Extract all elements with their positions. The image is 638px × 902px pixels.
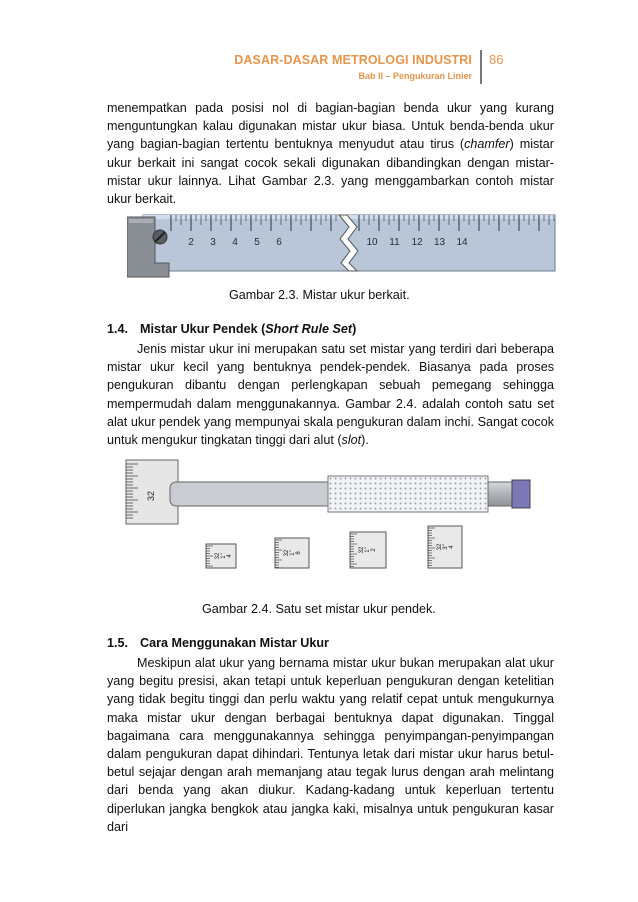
- scale-label: 3: [210, 237, 216, 248]
- section-2-heading: [107, 636, 329, 650]
- section-1-heading: [107, 322, 356, 336]
- short-rule-piece: [350, 532, 386, 568]
- section-1-title-italic: Short Rule Set: [265, 322, 353, 336]
- handle-end-cap: [512, 480, 530, 508]
- paragraph-1: [107, 99, 554, 208]
- paragraph-1-text: menempatkan pada posisi nol di bagian-bagian benda ukur yang kurang menguntungkan kalau digunakan mistar ukur biasa. Untuk benda-benda ukur yang bagian-bagian tertentu bentuknya menyudut atau tirus (: [107, 101, 554, 152]
- holder-shaft: [170, 482, 335, 506]
- section-1-title-after: ): [352, 322, 357, 336]
- scale-label: 14: [456, 237, 468, 248]
- piece-label: 4: [449, 545, 455, 549]
- figure-2-caption: Gambar 2.4. Satu set mistar ukur pendek.: [202, 602, 436, 616]
- page-number: 86: [489, 52, 504, 67]
- short-rule-piece: [428, 526, 462, 568]
- holder-label: 32: [146, 490, 156, 502]
- section-1-text: Jenis mistar ukur ini merupakan satu set mistar yang terdiri dari beberapa mistar ukur kecil yang bentuknya pendek-pendek. Biasanya pada proses pengukuran dibantu dengan perlengkapan sebuah pemegang sehingga mempermudah dalam menggunakannya. Gambar 2.4. adalah contoh satu set alat ukur pendek yang mempunyai skala pengukuran dalam inchi. Sangat cocok untuk mengukur tingkatan tinggi dari alut (: [107, 342, 554, 448]
- piece-label: 1": [290, 550, 296, 556]
- piece-label: 8: [296, 551, 302, 555]
- piece-label: 32: [215, 552, 221, 560]
- piece-label: 32: [359, 546, 365, 554]
- hook-rule-figure: [127, 207, 557, 279]
- section-2-body: [107, 654, 554, 836]
- header-subtitle: Bab II – Pengukuran Linier: [358, 71, 472, 81]
- scale-label: 2: [188, 237, 194, 248]
- short-rule-set-figure: [118, 456, 538, 596]
- piece-label: 3": [443, 544, 449, 550]
- scale-label: 6: [276, 237, 282, 248]
- section-2-number: 1.5.: [107, 636, 129, 650]
- section-1-number: 1.4.: [107, 322, 129, 336]
- piece-label: 32: [437, 543, 443, 551]
- section-1-text-after: ).: [361, 433, 369, 448]
- piece-label: 32: [284, 549, 290, 557]
- piece-label: 1": [365, 547, 371, 553]
- paragraph-1-italic: chamfer: [464, 137, 510, 152]
- paragraph-1-text-after: ) mistar ukur berkait ini sangat cocok sekali digunakan dibandingkan dengan mistar-mistar ukur lainnya. Lihat Gambar 2.3. yang menggambarkan contoh mistar ukur berkait.: [107, 137, 554, 207]
- section-2-text: Meskipun alat ukur yang bernama mistar ukur bukan merupakan alat ukur yang begitu presisi, akan tetapi untuk keperluan pengukuran dengan ketelitian yang tidak begitu tinggi dan perlu waktu yang relatif cepat untuk mengukurnya maka mistar ukur dengan berbagai bentuknya dapat digunakan. Tinggal bagaimana cara menggunakannya sehingga penyimpangan-penyimpangan dalam pengukuran dapat dihindari. Tentunya letak dari mistar ukur harus betul-betul sejajar dengan arah memanjang atau tegak lurus dengan arah melintang dari benda yang akan diukur. Kadang-kadang untuk keperluan tertentu diperlukan jangka bengkok atau jangka kaki, misalnya untuk pengukuran kasar dari: [107, 656, 554, 834]
- section-1-body: [107, 340, 554, 449]
- scale-label: 11: [389, 237, 400, 248]
- section-1-title: Mistar Ukur Pendek (: [140, 322, 266, 336]
- short-rule-pieces: [206, 526, 462, 568]
- scale-label: 13: [433, 237, 446, 248]
- scale-label: 10: [366, 237, 378, 248]
- header-divider: [480, 50, 482, 84]
- figure-1-caption: Gambar 2.3. Mistar ukur berkait.: [229, 288, 410, 302]
- section-1-italic: slot: [341, 433, 362, 448]
- piece-label: 2: [371, 548, 377, 552]
- scale-label: 4: [232, 237, 238, 248]
- scale-label: 12: [411, 237, 423, 248]
- section-2-title: Cara Menggunakan Mistar Ukur: [140, 636, 329, 650]
- piece-label: 4: [227, 554, 233, 558]
- piece-label: 1": [221, 553, 227, 559]
- short-rule-piece: [275, 538, 309, 568]
- short-rule-piece: [206, 544, 236, 568]
- header-title: DASAR-DASAR METROLOGI INDUSTRI: [234, 53, 472, 67]
- scale-label: 5: [254, 237, 260, 248]
- knurled-handle: [328, 476, 488, 512]
